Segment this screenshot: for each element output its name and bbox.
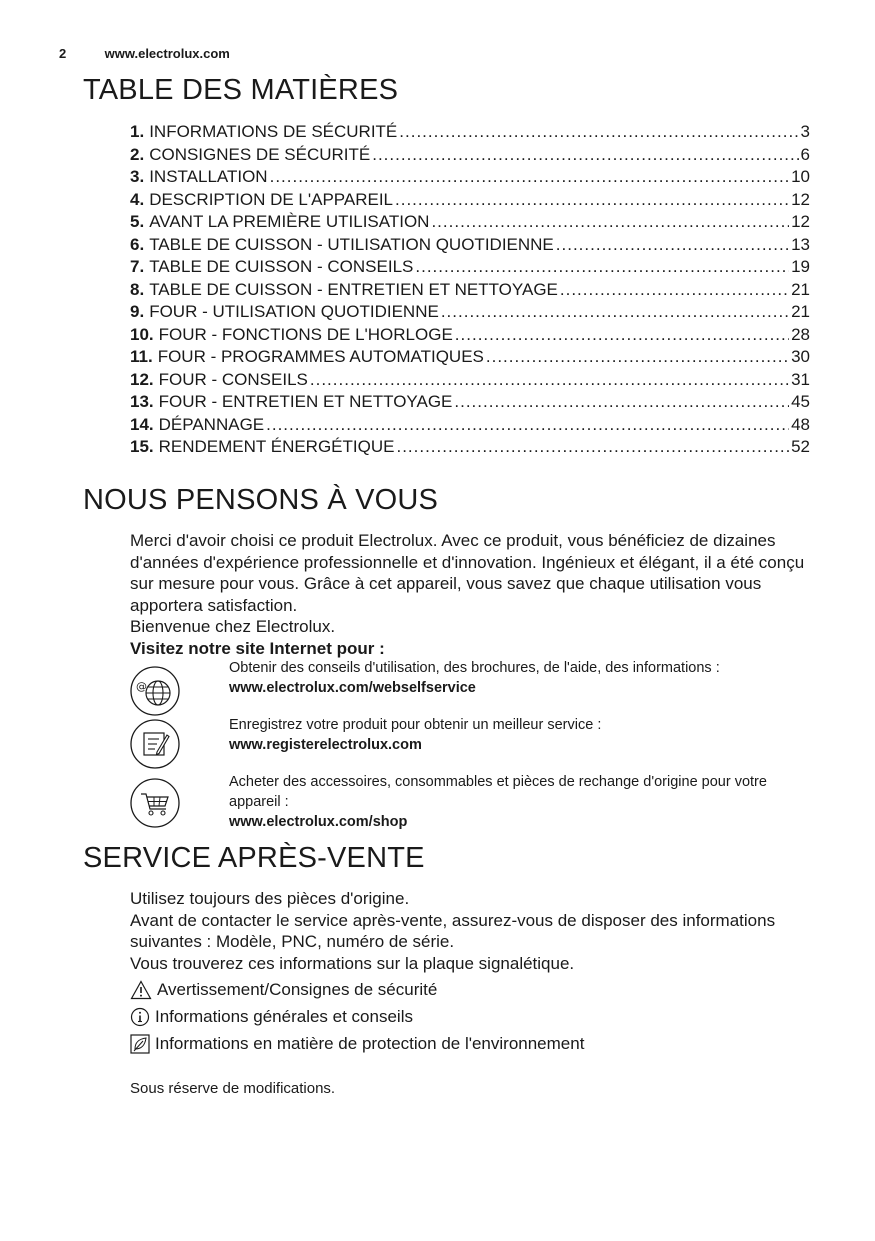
toc-leader (399, 121, 798, 144)
toc-item[interactable]: 2. CONSIGNES DE SÉCURITÉ ..... 6 (130, 144, 810, 167)
intro-paragraph: Merci d'avoir choisi ce produit Electrolux. Avec ce produit, vous bénéficiez de dizaines d'années d'expérience professionnelle et d'innovation. Ingénieux et élégant, il a été conçu sur mesure pour vous. Grâce à cet appareil, vous savez que chaque utilisation vous apportera satisfaction. (130, 531, 805, 615)
toc-leader (455, 324, 789, 347)
toc-item[interactable]: 6. TABLE DE CUISSON - UTILISATION QUOTIDIENNE ..... 13 (130, 234, 810, 257)
toc-item-label: TABLE DE CUISSON - UTILISATION QUOTIDIENNE (149, 234, 554, 254)
toc-item[interactable]: 13. FOUR - ENTRETIEN ET NETTOYAGE ..... 45 (130, 391, 810, 414)
warning-icon (130, 980, 152, 1000)
link-url[interactable]: www.registerelectrolux.com (229, 737, 422, 753)
toc-leader (560, 279, 789, 302)
toc-item-label: FOUR - CONSEILS (158, 369, 308, 389)
toc-leader (270, 166, 789, 189)
toc-item-page: 10 (791, 167, 810, 186)
legend-text: Avertissement/Consignes de sécurité (157, 979, 438, 999)
toc-item-page: 31 (791, 369, 810, 389)
service-line: Vous trouverez ces informations sur la plaque signalétique. (130, 953, 575, 973)
toc-item-label: INFORMATIONS DE SÉCURITÉ (149, 122, 398, 141)
site-url[interactable]: www.electrolux.com (104, 46, 230, 61)
modification-note: Sous réserve de modifications. (130, 1080, 336, 1097)
toc-leader (415, 256, 789, 279)
toc-item-label: RENDEMENT ÉNERGÉTIQUE (158, 437, 395, 456)
toc-item[interactable]: 12. FOUR - CONSEILS ..... 31 (130, 369, 810, 392)
toc-item-page: 13 (791, 234, 810, 254)
link-description: Acheter des accessoires, consommables et pièces de rechange d'origine pour votre appareil : (229, 774, 767, 810)
toc-leader (486, 346, 789, 369)
legend-item (130, 1030, 810, 1057)
toc-title: TABLE DES MATIÈRES (83, 74, 399, 106)
toc-item[interactable]: 10. FOUR - FONCTIONS DE L'HORLOGE ..... 28 (130, 324, 810, 347)
register-icon (130, 719, 180, 769)
toc-item-page: 21 (791, 279, 810, 299)
legend-item (130, 1003, 810, 1030)
toc-item-page: 12 (791, 189, 810, 209)
legend-item (130, 976, 810, 1003)
toc-leader (454, 391, 789, 414)
toc-item-page: 45 (791, 392, 810, 411)
page-header (59, 46, 230, 61)
toc-item-page: 48 (791, 414, 810, 434)
toc-item-label: TABLE DE CUISSON - CONSEILS (149, 257, 414, 276)
service-text (130, 888, 810, 974)
info-icon (130, 1007, 150, 1027)
toc-item-label: TABLE DE CUISSON - ENTRETIEN ET NETTOYAGE (149, 279, 558, 299)
table-of-contents (130, 121, 810, 459)
page-number: 2 (59, 46, 67, 61)
toc-item[interactable]: 8. TABLE DE CUISSON - ENTRETIEN ET NETTOYAGE ..... 21 (130, 279, 810, 302)
toc-item-label: CONSIGNES DE SÉCURITÉ (149, 144, 371, 164)
toc-item[interactable]: 4. DESCRIPTION DE L'APPAREIL ..... 12 (130, 189, 810, 212)
toc-leader (266, 414, 789, 437)
legend-text: Informations générales et conseils (155, 1006, 413, 1026)
link-url[interactable]: www.electrolux.com/shop (229, 814, 408, 830)
legend-text: Informations en matière de protection de l'environnement (155, 1033, 585, 1053)
service-line: Utilisez toujours des pièces d'origine. (130, 889, 410, 908)
toc-item-label: FOUR - FONCTIONS DE L'HORLOGE (158, 324, 453, 344)
visit-heading: Visitez notre site Internet pour : (130, 638, 385, 658)
toc-item[interactable]: 9. FOUR - UTILISATION QUOTIDIENNE ..... 21 (130, 301, 810, 324)
toc-item[interactable]: 1. INFORMATIONS DE SÉCURITÉ ..... 3 (130, 121, 810, 144)
section-title-thinking: NOUS PENSONS À VOUS (83, 484, 439, 516)
toc-item-page: 19 (791, 257, 810, 276)
toc-item-label: INSTALLATION (149, 167, 268, 186)
toc-item-page: 52 (791, 437, 810, 456)
environment-leaf-icon (130, 1034, 150, 1054)
toc-item[interactable]: 11. FOUR - PROGRAMMES AUTOMATIQUES ..... 30 (130, 346, 810, 369)
link-url[interactable]: www.electrolux.com/webselfservice (229, 680, 476, 696)
service-line: Avant de contacter le service après-vente, assurez-vous de disposer des informations suivantes : Modèle, PNC, numéro de série. (130, 910, 776, 951)
toc-item[interactable]: 5. AVANT LA PREMIÈRE UTILISATION ..... 12 (130, 211, 810, 234)
toc-leader (372, 144, 798, 167)
toc-leader (395, 189, 789, 212)
web-globe-icon (130, 666, 180, 716)
toc-item-page: 21 (791, 302, 810, 321)
intro-text (130, 530, 810, 659)
toc-item-page: 6 (800, 144, 810, 164)
link-description: Obtenir des conseils d'utilisation, des brochures, de l'aide, des informations : (229, 660, 720, 676)
toc-item-page: 12 (791, 212, 810, 231)
link-description: Enregistrez votre produit pour obtenir un meilleur service : (229, 717, 602, 733)
toc-item-label: AVANT LA PREMIÈRE UTILISATION (149, 212, 430, 231)
toc-item[interactable]: 7. TABLE DE CUISSON - CONSEILS ..... 19 (130, 256, 810, 279)
toc-item-label: FOUR - ENTRETIEN ET NETTOYAGE (158, 392, 453, 411)
toc-item[interactable]: 3. INSTALLATION ..... 10 (130, 166, 810, 189)
toc-item-page: 30 (791, 347, 810, 366)
welcome-line: Bienvenue chez Electrolux. (130, 617, 336, 636)
toc-item-label: FOUR - UTILISATION QUOTIDIENNE (149, 302, 439, 321)
toc-item-label: DÉPANNAGE (158, 414, 265, 434)
toc-leader (441, 301, 789, 324)
toc-item-page: 28 (791, 324, 810, 344)
svg-text:@: @ (136, 680, 147, 693)
toc-item[interactable]: 15. RENDEMENT ÉNERGÉTIQUE ..... 52 (130, 436, 810, 459)
shopping-cart-icon (130, 778, 180, 828)
toc-leader (396, 436, 789, 459)
toc-item-label: DESCRIPTION DE L'APPAREIL (149, 189, 394, 209)
toc-leader (431, 211, 789, 234)
section-title-service: SERVICE APRÈS-VENTE (83, 842, 425, 874)
toc-leader (556, 234, 789, 257)
toc-item[interactable]: 14. DÉPANNAGE ..... 48 (130, 414, 810, 437)
toc-item-page: 3 (800, 122, 810, 141)
symbol-legend (130, 976, 810, 1057)
toc-leader (310, 369, 789, 392)
toc-item-label: FOUR - PROGRAMMES AUTOMATIQUES (157, 347, 484, 366)
